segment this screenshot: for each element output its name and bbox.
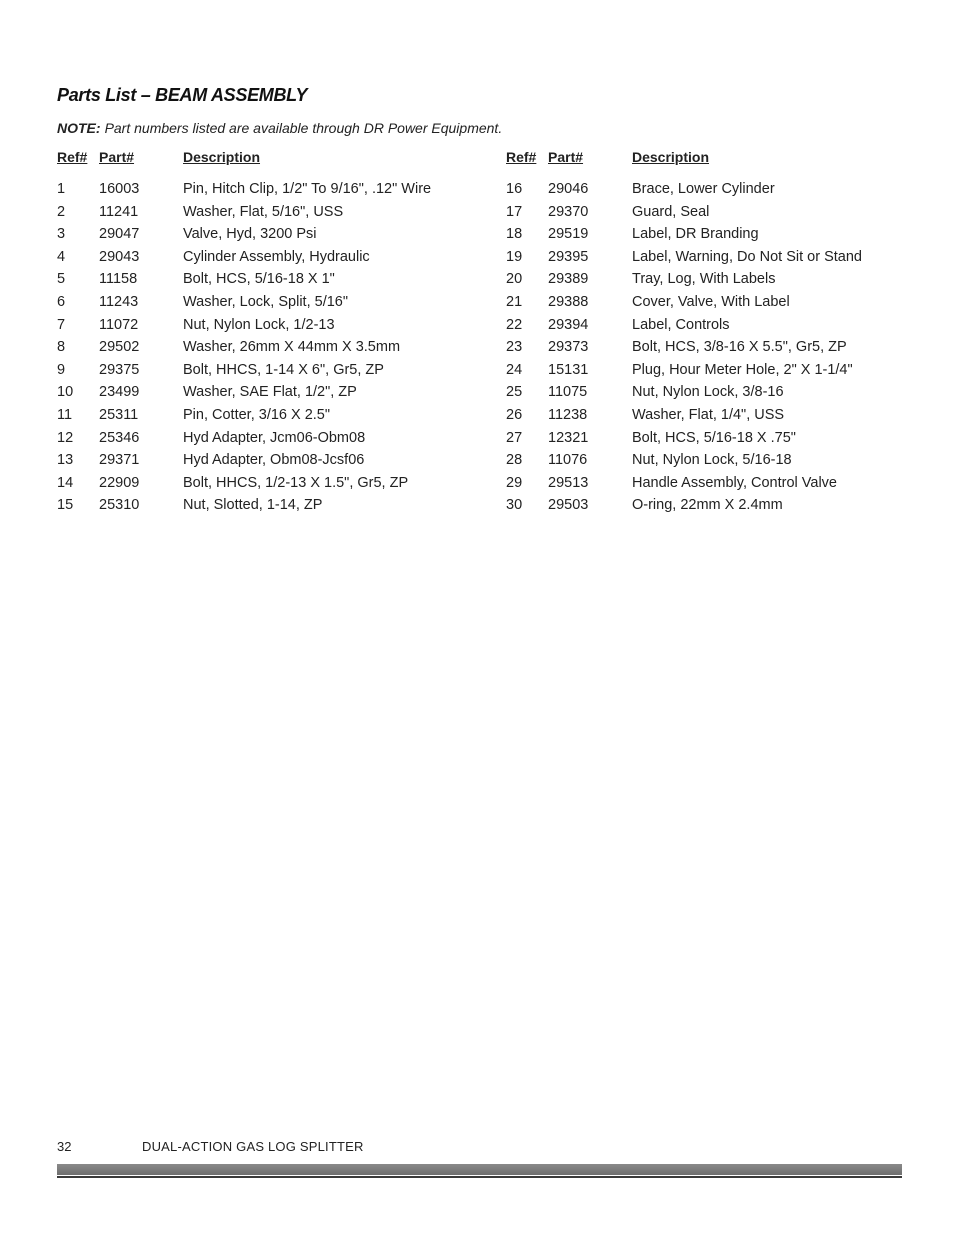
cell-ref: 11	[57, 406, 73, 423]
cell-part: 12321	[548, 429, 589, 446]
cell-description: Bolt, HHCS, 1-14 X 6", Gr5, ZP	[183, 361, 384, 378]
footer-rule-line	[57, 1176, 902, 1178]
footer-page-number: 32	[57, 1139, 72, 1154]
cell-ref: 25	[506, 384, 523, 401]
cell-description: Guard, Seal	[632, 203, 710, 220]
cell-part: 29395	[548, 248, 589, 265]
cell-description: Bolt, HCS, 5/16-18 X .75"	[632, 429, 796, 446]
column-header-part: Part#	[548, 149, 584, 165]
cell-ref: 19	[506, 248, 523, 265]
cell-part: 29047	[99, 226, 140, 243]
cell-part: 29394	[548, 316, 589, 333]
cell-description: Washer, Flat, 5/16", USS	[183, 203, 344, 220]
cell-ref: 8	[57, 339, 66, 356]
cell-description: O-ring, 22mm X 2.4mm	[632, 497, 783, 514]
cell-part: 29503	[548, 497, 589, 514]
cell-description: Cover, Valve, With Label	[632, 293, 790, 310]
cell-part: 16003	[99, 181, 140, 197]
cell-part: 29513	[548, 474, 589, 491]
cell-part: 11076	[548, 452, 588, 469]
cell-description: Label, Controls	[632, 316, 730, 333]
cell-ref: 15	[57, 497, 74, 514]
cell-description: Label, DR Branding	[632, 226, 759, 243]
cell-ref: 5	[57, 271, 66, 288]
cell-ref: 7	[57, 316, 66, 333]
cell-description: Nut, Nylon Lock, 1/2-13	[183, 316, 335, 333]
cell-description: Nut, Slotted, 1-14, ZP	[183, 497, 323, 514]
cell-ref: 1	[57, 181, 66, 197]
cell-description: Brace, Lower Cylinder	[632, 181, 775, 197]
cell-ref: 9	[57, 361, 66, 378]
cell-part: 29370	[548, 203, 589, 220]
cell-ref: 26	[506, 406, 523, 423]
cell-description: Washer, Lock, Split, 5/16"	[183, 293, 348, 310]
note-label: NOTE:	[57, 120, 101, 136]
cell-ref: 28	[506, 452, 523, 469]
cell-ref: 12	[57, 429, 74, 446]
cell-part: 29043	[99, 248, 140, 265]
cell-part: 29502	[99, 339, 140, 356]
page-title: Parts List – BEAM ASSEMBLY	[57, 85, 308, 105]
cell-ref: 10	[57, 384, 74, 401]
cell-part: 29046	[548, 181, 589, 197]
cell-part: 29519	[548, 226, 589, 243]
column-header-description: Description	[632, 149, 710, 165]
cell-description: Bolt, HCS, 3/8-16 X 5.5", Gr5, ZP	[632, 339, 847, 356]
cell-part: 29371	[99, 452, 140, 469]
cell-part: 11075	[548, 384, 588, 401]
cell-ref: 17	[506, 203, 523, 220]
cell-description: Tray, Log, With Labels	[632, 271, 776, 288]
cell-ref: 24	[506, 361, 523, 378]
cell-description: Nut, Nylon Lock, 5/16-18	[632, 452, 792, 469]
cell-part: 29375	[99, 361, 140, 378]
cell-ref: 29	[506, 474, 523, 491]
cell-ref: 16	[506, 181, 523, 197]
cell-ref: 14	[57, 474, 74, 491]
column-header-ref: Ref#	[57, 149, 88, 165]
cell-ref: 23	[506, 339, 523, 356]
cell-part: 11241	[99, 203, 139, 220]
column-header-ref: Ref#	[506, 149, 537, 165]
cell-ref: 18	[506, 226, 523, 243]
cell-ref: 20	[506, 271, 523, 288]
cell-ref: 2	[57, 203, 66, 220]
cell-description: Hyd Adapter, Jcm06-Obm08	[183, 429, 366, 446]
cell-ref: 27	[506, 429, 523, 446]
cell-description: Washer, Flat, 1/4", USS	[632, 406, 785, 423]
column-header-description: Description	[183, 149, 261, 165]
cell-ref: 6	[57, 293, 66, 310]
cell-part: 23499	[99, 384, 140, 401]
cell-ref: 3	[57, 226, 66, 243]
cell-part: 25311	[99, 406, 139, 423]
cell-description: Nut, Nylon Lock, 3/8-16	[632, 384, 784, 401]
cell-description: Plug, Hour Meter Hole, 2" X 1-1/4"	[632, 361, 853, 378]
cell-description: Cylinder Assembly, Hydraulic	[183, 248, 370, 265]
cell-part: 25346	[99, 429, 140, 446]
cell-description: Washer, 26mm X 44mm X 3.5mm	[183, 339, 401, 356]
cell-part: 11072	[99, 316, 139, 333]
cell-part: 25310	[99, 497, 140, 514]
cell-description: Label, Warning, Do Not Sit or Stand	[632, 248, 862, 265]
note-text: Part numbers listed are available through DR Power Equipment.	[104, 120, 503, 136]
cell-description: Pin, Hitch Clip, 1/2" To 9/16", .12" Wire	[183, 181, 432, 197]
cell-description: Washer, SAE Flat, 1/2", ZP	[183, 384, 357, 401]
cell-ref: 30	[506, 497, 523, 514]
cell-description: Valve, Hyd, 3200 Psi	[183, 226, 317, 243]
cell-description: Hyd Adapter, Obm08-Jcsf06	[183, 452, 365, 469]
cell-part: 15131	[548, 361, 589, 378]
column-header-part: Part#	[99, 149, 135, 165]
cell-description: Pin, Cotter, 3/16 X 2.5"	[183, 406, 331, 423]
note	[57, 120, 502, 136]
cell-ref: 4	[57, 248, 66, 265]
footer-rule-bar	[57, 1164, 902, 1175]
footer-doc-title: DUAL-ACTION GAS LOG SPLITTER	[142, 1139, 364, 1154]
cell-part: 29389	[548, 271, 589, 288]
cell-ref: 22	[506, 316, 523, 333]
cell-part: 22909	[99, 474, 140, 491]
cell-part: 11243	[99, 293, 139, 310]
cell-description: Handle Assembly, Control Valve	[632, 474, 837, 491]
cell-part: 11158	[99, 271, 138, 288]
cell-description: Bolt, HCS, 5/16-18 X 1"	[183, 271, 335, 288]
cell-part: 11238	[548, 406, 588, 423]
cell-part: 29388	[548, 293, 589, 310]
cell-part: 29373	[548, 339, 589, 356]
cell-ref: 13	[57, 452, 74, 469]
cell-ref: 21	[506, 293, 523, 310]
cell-description: Bolt, HHCS, 1/2-13 X 1.5", Gr5, ZP	[183, 474, 409, 491]
